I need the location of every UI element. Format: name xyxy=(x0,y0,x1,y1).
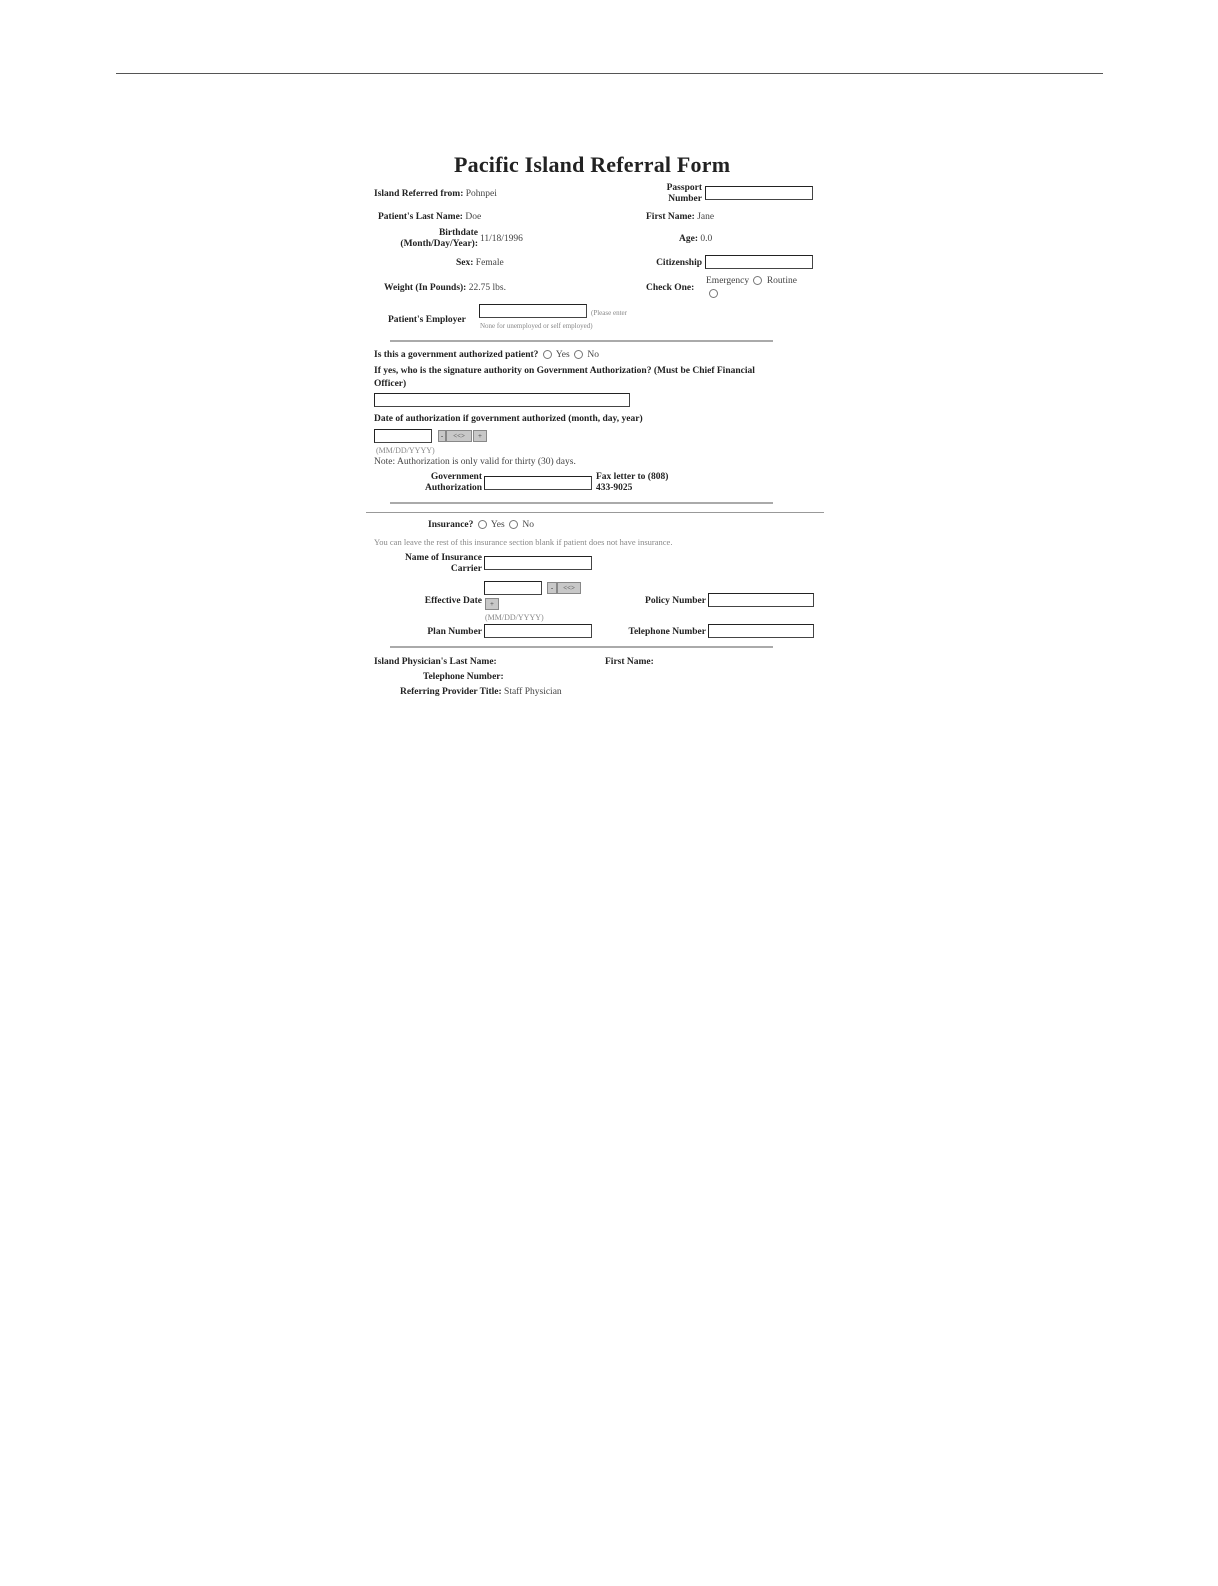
employer-input[interactable] xyxy=(479,304,587,318)
authorization-note: Note: Authorization is only valid for thirty (30) days. xyxy=(374,457,576,467)
insurance-yes-label: Yes xyxy=(490,520,505,530)
authorization-prev-button[interactable]: - xyxy=(438,430,446,442)
last-name-label: Patient's Last Name: xyxy=(378,212,463,222)
effective-calendar-button[interactable]: <<> xyxy=(557,582,581,594)
government-no-label: No xyxy=(587,350,600,360)
employer-hint-2: None for unemployed or self employed) xyxy=(480,322,593,330)
emergency-option xyxy=(706,276,797,287)
island-referred-label: Island Referred from: xyxy=(374,189,464,199)
citizenship-input[interactable] xyxy=(705,255,813,269)
first-name-label: First Name: xyxy=(646,212,695,222)
first-name-value: Jane xyxy=(697,212,715,222)
section-divider-2 xyxy=(390,502,773,504)
first-name-row xyxy=(646,212,714,223)
effective-prev-button[interactable]: - xyxy=(547,582,557,594)
referring-provider-value: Staff Physician xyxy=(504,687,562,697)
authorization-calendar-button[interactable]: <<> xyxy=(446,430,472,442)
island-referred-value: Pohnpei xyxy=(465,189,497,199)
emergency-label: Emergency xyxy=(706,276,750,286)
insurance-no-radio[interactable] xyxy=(509,520,518,529)
island-referred-row xyxy=(374,189,497,200)
referring-provider-row xyxy=(400,687,562,698)
authorization-date-label: Date of authorization if government authorized (month, day, year) xyxy=(374,414,643,424)
citizenship-label: Citizenship xyxy=(656,258,702,268)
sex-label: Sex: xyxy=(456,258,474,268)
signature-question-cont: Officer) xyxy=(374,379,407,389)
form-title: Pacific Island Referral Form xyxy=(454,152,731,177)
section-divider-3 xyxy=(366,512,824,513)
fax-instructions: Fax letter to (808) 433-9025 xyxy=(596,472,669,493)
government-yes-radio[interactable] xyxy=(543,350,552,359)
policy-number-label: Policy Number xyxy=(645,596,706,606)
insurance-question: Insurance? xyxy=(428,520,474,530)
plan-number-label: Plan Number xyxy=(427,627,482,637)
routine-label: Routine xyxy=(766,276,797,286)
government-question: Is this a government authorized patient? xyxy=(374,350,539,360)
physician-telephone-label: Telephone Number: xyxy=(423,672,504,682)
insurance-carrier-label: Name of Insurance Carrier xyxy=(404,553,482,574)
age-row xyxy=(679,234,712,245)
physician-last-name-label: Island Physician's Last Name: xyxy=(374,657,497,667)
effective-date-format: (MM/DD/YYYY) xyxy=(485,613,544,622)
employer-hint-1: (Please enter xyxy=(591,309,627,317)
age-value: 0.0 xyxy=(700,234,713,244)
plan-number-input[interactable] xyxy=(484,624,592,638)
check-one-label: Check One: xyxy=(646,283,695,293)
gov-auth-label: Government Authorization xyxy=(425,472,482,493)
last-name-value: Doe xyxy=(465,212,482,222)
section-divider-4 xyxy=(390,646,773,648)
authorization-date-input[interactable] xyxy=(374,429,432,443)
insurance-carrier-input[interactable] xyxy=(484,556,592,570)
insurance-no-label: No xyxy=(522,520,535,530)
emergency-radio-wrap xyxy=(707,289,720,300)
sex-value: Female xyxy=(475,258,504,268)
birthdate-value: 11/18/1996 xyxy=(480,234,523,244)
government-yes-label: Yes xyxy=(555,350,570,360)
insurance-note: You can leave the rest of this insurance section blank if patient does not have insurance. xyxy=(374,537,673,547)
government-no-radio[interactable] xyxy=(574,350,583,359)
insurance-question-row xyxy=(428,520,534,531)
section-divider-1 xyxy=(390,340,773,342)
sex-row xyxy=(456,258,504,269)
gov-auth-input[interactable] xyxy=(484,476,592,490)
age-label: Age: xyxy=(679,234,698,244)
birthdate-label: Birthdate (Month/Day/Year): xyxy=(400,228,478,249)
weight-label: Weight (In Pounds): xyxy=(384,283,467,293)
signature-authority-input[interactable] xyxy=(374,393,630,407)
physician-first-name-label: First Name: xyxy=(605,657,654,667)
last-name-row xyxy=(378,212,481,223)
weight-value: 22.75 lbs. xyxy=(468,283,506,293)
passport-number-input[interactable] xyxy=(705,186,813,200)
insurance-telephone-input[interactable] xyxy=(708,624,814,638)
authorization-date-format: (MM/DD/YYYY) xyxy=(376,446,435,455)
insurance-telephone-label: Telephone Number xyxy=(628,627,706,637)
insurance-yes-radio[interactable] xyxy=(478,520,487,529)
weight-row xyxy=(384,283,506,294)
emergency-radio[interactable] xyxy=(709,289,718,298)
effective-next-button[interactable]: + xyxy=(485,598,499,610)
page-top-rule xyxy=(116,73,1103,74)
passport-label: Passport Number xyxy=(666,183,702,204)
signature-question: If yes, who is the signature authority on Government Authorization? (Must be Chief Financial xyxy=(374,366,755,376)
policy-number-input[interactable] xyxy=(708,593,814,607)
effective-date-input[interactable] xyxy=(484,581,542,595)
authorization-next-button[interactable]: + xyxy=(473,430,487,442)
effective-date-label: Effective Date xyxy=(424,596,482,606)
routine-radio[interactable] xyxy=(753,276,762,285)
government-question-row xyxy=(374,350,599,361)
employer-label: Patient's Employer xyxy=(388,315,466,325)
referring-provider-label: Referring Provider Title: xyxy=(400,687,502,697)
